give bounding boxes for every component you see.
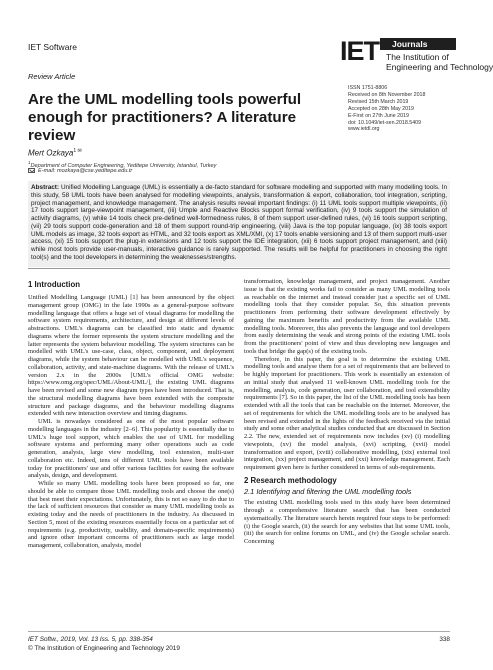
intro-paragraph-1: Unified Modelling Language (UML) [1] has been announced by the object management group (OMG) in the late 1990s as a general-purpose software modelling language that offers a huge set of visual diagrams for modelling the software system requirements, architecture, and design at different levels of abstractions. UML's diagrams can be classified into static and dynamic diagrams where the former represents the system structure modelling and the latter represents the system behaviour modelling. The system structures can be modelled with UML's use-case, class, object, component, and deployment diagrams, while the system behaviour can be modelled with UML's sequence, collaboration, activity, and state-machine diagrams. With the release of UML's version 2.x in the 2000s [UML's official OMG website: https://www.omg.org/spec/UML/About-UML/], the existing UML diagrams have been revised and some new diagram types have been introduced. That is, the structural modelling diagrams have been extended with the composite structure and package diagrams, and the behaviour modelling diagrams extended with new interaction overview and timing diagrams. (28, 294, 234, 418)
author-line (28, 148, 82, 158)
left-column (28, 294, 234, 550)
right-paragraph-2: Therefore, in this paper, the goal is to determine the existing UML modelling tools and analyse them for a set of requirements that are believed to be highly important for practitioners. This work is essentially an extension of an initial study that analysed 11 well-known UML modelling tools for the modelling, analysis, code generation, user collaboration, and tool extensibility requirements [7]. So in this paper, the list of the UML modelling tools has been extended with all the tools that can be reachable on the internet. Moreover, the set of requirements for which the UML modelling tools are to be analysed has been revised and extended in the lights of the feedback received via the initial study and some other analytical studies conducted that are discussed in Section 2.2. The new, extended set of requirements now includes (xv) (i) modelling viewpoints, (xv) the model analysis, (xvi) scripting, (xvii) model transformation and export, (xviii) collaborative modelling, (xix) external tool integration, (xx) project management, and (xxi) knowledge management. Each requirement given here is further considered in terms of sub-requirements. (244, 355, 450, 471)
meta-efirst: E-First on 27th June 2019 (348, 112, 409, 119)
meta-accepted: Accepted on 28th May 2019 (348, 105, 414, 112)
abstract-label: Abstract: (31, 184, 60, 191)
footer-citation: IET Softw., 2019, Vol. 13 Iss. 5, pp. 338-354 (28, 636, 153, 643)
meta-received: Received on 8th November 2018 (348, 91, 426, 98)
right-column (244, 278, 450, 546)
paper-title: Are the UML modelling tools powerful enough for practitioners? A literature review (28, 91, 302, 144)
logo-badge: Journals (380, 38, 456, 50)
divider (28, 268, 450, 269)
journal-name: IET Software (28, 42, 77, 52)
author-marks: 1 ✉ (73, 148, 82, 154)
method-paragraph-1: The existing UML modelling tools used in this study have been determined through a comprehensive literature search that has been conducted systematically. The literature search herein required four steps to be performed: (i) the Google search, (ii) the search for any websites that list some UML tools, (iii) the search for online forums on UML, and (iv) the Google scholar search. Concerning (244, 499, 450, 545)
intro-paragraph-2: UML is nowadays considered as one of the most popular software modelling languages in the industry [2–6]. This popularity is essentially due to UML's huge tool support, which enables the use of UML for modelling software systems and performing many other operations such as code generation, analysis, large view modelling, tool extension, multi-user collaboration etc. Indeed, tens of different UML tools have been available today for practitioners' use and offer various facilities for easing the software analysis, design, and development. (28, 418, 234, 480)
logo-line-1: The Institution of (386, 52, 449, 62)
subsection-heading: 2.1 Identifying and filtering the UML modelling tools (244, 486, 412, 496)
logo-brand: IET (340, 36, 380, 66)
article-meta (348, 85, 468, 133)
section-heading-introduction: 1 Introduction (28, 280, 80, 289)
iet-journals-logo (340, 36, 493, 74)
intro-paragraph-3: While so many UML modelling tools have been proposed so far, one should be able to compare those UML modelling tools and choose the one(s) that best meet their expectations. Unfortunately, this is not so easy to do due to the lack of sufficient resources that consider as many UML modelling tools as existing today and the needs of practitioners in the industry. As discussed in Section 5, most of the existing resources essentially focus on a particular set of requirements (e.g. productivity, usability, and domain-specific requirements) and ignore other important concerns of practitioners such as large model management, collaboration, analysis, model (28, 480, 234, 549)
abstract-text: Unified Modelling Language (UML) is essentially a de-facto standard for software modelling and supported with many modelling tools. In this study, 58 UML tools have been analysed for modelling viewpoints, analysis, transformation & export, collaboration, tool integration, scripting, project management, and knowledge management. The analysis results reveal important findings: (i) 11 UML tools support multiple viewpoints, (ii) 17 tools support large-viewpoint management, (iii) Umple and Reactive Blocks support formal verification, (iv) 9 tools support the simulation of activity diagrams, (v) while 14 tools check pre-defined well-formedness rules, 8 of them support user-defined rules, (vi) 16 tools support scripting, (vii) 29 tools support code-generation and 18 of them support round-trip engineering, (viii) Java is the top popular language, (ix) 38 tools export UML models as image, 32 tools export as HTML, and 32 tools export as XML/XMI, (x) 17 tools enable versioning and 13 of them support multi-user access, (xi) 15 tools support the plug-in extensions and 12 tools support the IDE integration, (xii) 6 tools support project management, and (xiii) while most tools provide user-manuals, interactive guidance is rarely supported. The results will be helpful for practitioners in choosing the right tool(s) and the tool developers in determining the weaknesses/strengths. (31, 184, 447, 261)
logo-line-2: Engineering and Technology (386, 62, 493, 72)
author-affiliation: $^1$Department of Computer Engineering, Yeditepe University, Istanbul, Turkey (28, 160, 217, 169)
footer-divider (28, 631, 450, 632)
abstract-box (28, 181, 450, 267)
affiliation-text: Department of Computer Engineering, Yeditepe University, Istanbul, Turkey (30, 162, 217, 169)
section-heading-methodology: 2 Research methodology (244, 475, 337, 485)
right-paragraph-1: transformation, knowledge management, and project management. Another issue is that the existing works fail to consider as many UML modelling tools as reachable on the internet and instead consider just a specific set of UML modelling tools that they consider popular. So, this situation prevents practitioners from performing their software development effectively by gaining the maximum benefits and productivity from the available UML modelling tools. Moreover, this also prevents the language and tool developers from easily determining the weak and strong points of the existing UML tools from the practitioners' point of view and thus developing new languages and tools that bridge the gap(s) of the existing tools. (244, 278, 450, 355)
author-name[interactable]: Mert Ozkaya (28, 148, 74, 158)
email-text[interactable]: E-mail: mozkaya@cse.yeditepe.edu.tr (38, 168, 133, 174)
page-number: 338 (439, 636, 450, 643)
meta-doi[interactable]: doi: 10.1049/iet-sen.2018.5409 (348, 119, 422, 126)
meta-website[interactable]: www.ietdl.org (348, 126, 380, 133)
footer-copyright: © The Institution of Engineering and Technology 2019 (28, 645, 180, 652)
meta-issn: ISSN 1751-8806 (348, 85, 388, 91)
article-type: Review Article (28, 72, 76, 81)
envelope-icon (28, 168, 35, 173)
meta-revised: Revised 15th March 2019 (348, 98, 409, 105)
author-email (28, 168, 132, 174)
